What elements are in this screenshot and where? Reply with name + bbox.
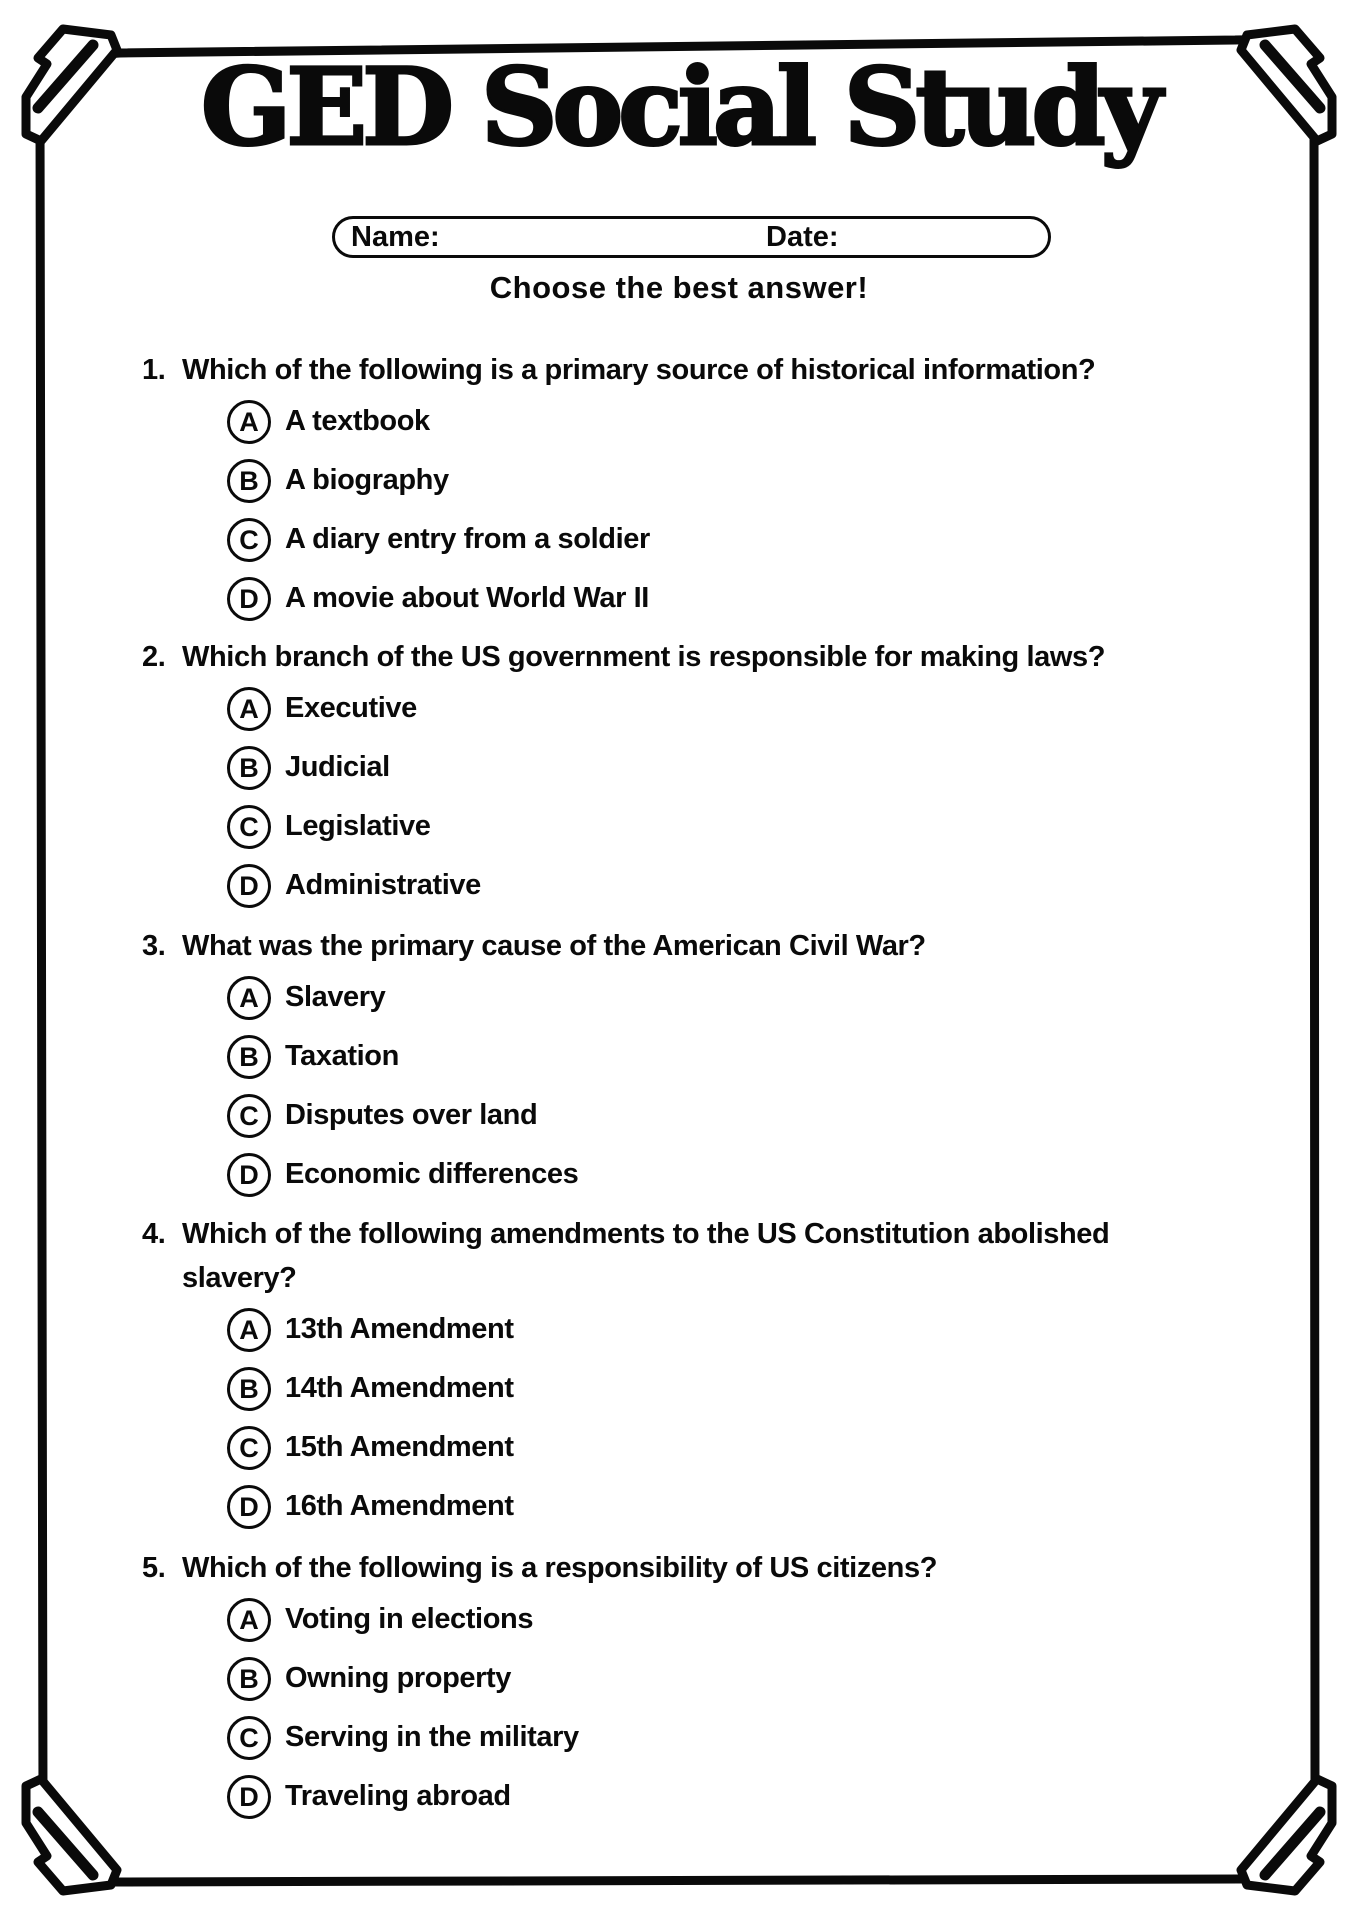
option-circle-a[interactable]: A (227, 400, 271, 444)
options-list (0, 968, 1358, 1204)
option-row (227, 1477, 1358, 1536)
option-circle-c[interactable]: C (227, 805, 271, 849)
date-input-area[interactable] (845, 222, 1025, 252)
question-text-line2: slavery? (182, 1262, 297, 1294)
option-circle-a[interactable]: A (227, 1598, 271, 1642)
option-row (227, 738, 1358, 797)
date-label: Date: (766, 220, 839, 253)
question-text: Which of the following amendments to the US Constitution abolished (182, 1218, 1110, 1250)
option-circle-a[interactable]: A (227, 687, 271, 731)
option-text: Economic differences (285, 1158, 579, 1190)
option-text: Traveling abroad (285, 1780, 511, 1812)
option-circle-b[interactable]: B (227, 459, 271, 503)
option-text: 15th Amendment (285, 1431, 514, 1463)
option-circle-b[interactable]: B (227, 1657, 271, 1701)
option-row (227, 1767, 1358, 1826)
option-text: Voting in elections (285, 1603, 534, 1635)
question-3 (0, 924, 1358, 1204)
name-label: Name: (351, 220, 440, 253)
question-4 (0, 1212, 1358, 1536)
option-circle-c[interactable]: C (227, 1094, 271, 1138)
option-text: Executive (285, 692, 417, 724)
option-text: Serving in the military (285, 1721, 579, 1753)
question-text: Which branch of the US government is responsible for making laws? (182, 641, 1106, 673)
options-list (0, 1590, 1358, 1826)
option-row (227, 1649, 1358, 1708)
option-circle-a[interactable]: A (227, 976, 271, 1020)
option-row (227, 797, 1358, 856)
option-text: 13th Amendment (285, 1313, 514, 1345)
option-row (227, 1300, 1358, 1359)
option-row (227, 1708, 1358, 1767)
option-text: A textbook (285, 405, 430, 437)
option-text: A biography (285, 464, 449, 496)
option-row (227, 1027, 1358, 1086)
option-circle-b[interactable]: B (227, 1367, 271, 1411)
question-text: Which of the following is a responsibility of US citizens? (182, 1552, 938, 1584)
option-row (227, 510, 1358, 569)
question-number: 2. (142, 641, 166, 673)
option-row (227, 968, 1358, 1027)
option-text: 16th Amendment (285, 1490, 514, 1522)
name-date-box (332, 216, 1051, 258)
option-text: Slavery (285, 981, 386, 1013)
instruction-text: Choose the best answer! (489, 270, 869, 305)
option-circle-c[interactable]: C (227, 518, 271, 562)
option-text: 14th Amendment (285, 1372, 514, 1404)
option-circle-d[interactable]: D (227, 1485, 271, 1529)
question-text: Which of the following is a primary source of historical information? (182, 354, 1096, 386)
question-number: 1. (142, 354, 166, 386)
option-text: Judicial (285, 751, 390, 783)
question-2 (0, 635, 1358, 915)
option-row (227, 679, 1358, 738)
option-circle-b[interactable]: B (227, 746, 271, 790)
option-text: A movie about World War II (285, 582, 649, 614)
question-5 (0, 1546, 1358, 1826)
page-title: GED Social Study (200, 44, 1158, 169)
option-text: Taxation (285, 1040, 399, 1072)
option-row (227, 569, 1358, 628)
question-number: 5. (142, 1552, 166, 1584)
option-row (227, 1086, 1358, 1145)
option-text: Owning property (285, 1662, 512, 1694)
options-list (0, 679, 1358, 915)
option-row (227, 1145, 1358, 1204)
option-text: Legislative (285, 810, 431, 842)
option-circle-d[interactable]: D (227, 1775, 271, 1819)
option-row (227, 1418, 1358, 1477)
question-number: 3. (142, 930, 166, 962)
option-circle-d[interactable]: D (227, 1153, 271, 1197)
options-list (0, 392, 1358, 628)
options-list (0, 1300, 1358, 1536)
option-row (227, 1590, 1358, 1649)
option-text: Disputes over land (285, 1099, 538, 1131)
option-circle-b[interactable]: B (227, 1035, 271, 1079)
option-row (227, 856, 1358, 915)
option-row (227, 451, 1358, 510)
option-circle-c[interactable]: C (227, 1426, 271, 1470)
option-row (227, 392, 1358, 451)
option-circle-c[interactable]: C (227, 1716, 271, 1760)
option-circle-a[interactable]: A (227, 1308, 271, 1352)
option-text: Administrative (285, 869, 481, 901)
question-number: 4. (142, 1218, 166, 1250)
name-input-area[interactable] (455, 222, 755, 252)
option-text: A diary entry from a soldier (285, 523, 650, 555)
option-circle-d[interactable]: D (227, 577, 271, 621)
option-circle-d[interactable]: D (227, 864, 271, 908)
option-row (227, 1359, 1358, 1418)
question-text: What was the primary cause of the American Civil War? (182, 930, 926, 962)
question-1 (0, 348, 1358, 628)
